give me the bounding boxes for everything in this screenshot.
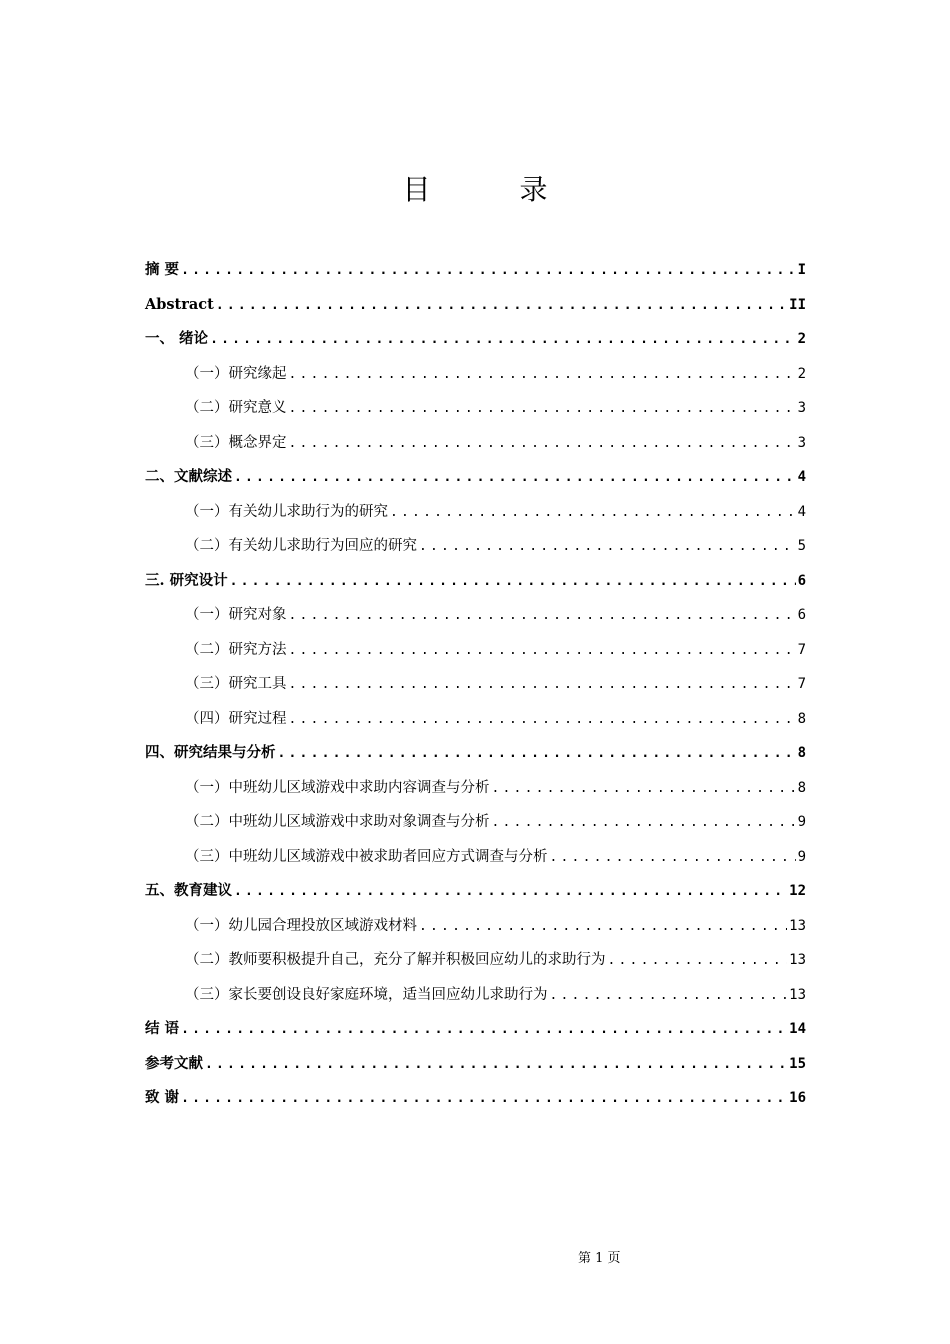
toc-entry-label: 四、研究结果与分析 [145,744,276,761]
toc-leader-dots [492,775,796,803]
toc-entry-page: 16 [789,1090,806,1106]
toc-entry-page: 2 [797,331,806,347]
toc-entry-label: （一）研究缘起 [185,365,287,382]
toc-entry-label: 二、文献综述 [145,468,232,485]
toc-entry[interactable] [145,877,806,912]
toc-entry[interactable] [145,774,806,809]
toc-entry-page: 3 [797,434,806,451]
toc-entry[interactable] [145,394,806,429]
toc-entry-label: （四）研究过程 [185,710,287,727]
toc-entry[interactable] [145,291,806,326]
toc-leader-dots [230,568,796,596]
toc-entry-label: （二）有关幼儿求助行为回应的研究 [185,538,417,554]
toc-leader-dots [289,706,796,734]
toc-entry[interactable] [145,636,806,671]
toc-entry-page: 13 [789,917,806,934]
toc-leader-dots [419,913,787,941]
toc-entry-label: （一）有关幼儿求助行为的研究 [185,503,388,520]
toc-entry-label: （二）教师要积极提升自己，充分了解并积极回应幼儿的求助行为 [185,952,606,968]
toc-entry-page: 2 [797,365,806,382]
toc-entry[interactable] [145,808,806,843]
toc-leader-dots [608,947,788,975]
table-of-contents [145,256,806,1119]
toc-leader-dots [289,637,796,665]
toc-entry-page: 5 [797,538,806,554]
toc-entry[interactable] [145,670,806,705]
toc-entry-page: I [797,262,806,278]
toc-leader-dots [289,602,796,630]
toc-entry-label: 五、教育建议 [145,882,232,899]
page-title: 目 录 [402,173,588,206]
toc-entry-page: 6 [797,572,806,589]
toc-entry-page: 13 [789,986,806,1003]
toc-entry[interactable] [145,843,806,878]
toc-entry-label: （一）幼儿园合理投放区域游戏材料 [185,917,417,934]
toc-leader-dots [278,740,796,768]
toc-entry[interactable] [145,601,806,636]
toc-entry[interactable] [145,1015,806,1050]
toc-entry[interactable] [145,256,806,291]
toc-entry-label: （三）概念界定 [185,434,287,451]
toc-leader-dots [181,1016,787,1044]
toc-leader-dots [390,499,796,527]
toc-leader-dots [234,878,787,906]
toc-leader-dots [234,464,796,492]
toc-entry-page: 3 [797,400,806,416]
toc-leader-dots [205,1051,787,1079]
toc-entry[interactable] [145,1084,806,1119]
toc-entry-page: 9 [797,814,806,830]
toc-entry[interactable] [145,498,806,533]
toc-entry-page: 8 [797,779,806,796]
toc-entry[interactable] [145,1050,806,1085]
toc-entry-page: 8 [797,710,806,727]
toc-entry[interactable] [145,429,806,464]
toc-entry-page: 7 [797,676,806,692]
toc-entry-page: 9 [797,848,806,865]
toc-entry-label: （一）中班幼儿区域游戏中求助内容调查与分析 [185,779,490,796]
toc-leader-dots [216,292,787,320]
toc-leader-dots [492,809,796,837]
toc-entry-label: （二）研究意义 [185,400,287,416]
toc-entry-label: （二）研究方法 [185,641,287,658]
toc-entry-page: 6 [797,607,806,623]
toc-entry-page: II [789,296,806,313]
toc-entry-label: （二）中班幼儿区域游戏中求助对象调查与分析 [185,814,490,830]
toc-leader-dots [289,361,796,389]
toc-entry-label: 三. 研究设计 [145,571,228,589]
toc-entry-label: 摘 要 [145,261,180,278]
toc-entry-page: 15 [789,1055,806,1072]
toc-entry-page: 7 [797,641,806,658]
page-number-footer: 第 1 页 [578,1251,621,1266]
toc-entry-label: 参考文献 [145,1054,203,1072]
toc-entry-label: （一）研究对象 [185,607,287,623]
toc-entry[interactable] [145,360,806,395]
toc-entry-page: 4 [797,469,806,485]
toc-entry-label: Abstract [145,295,214,313]
toc-entry[interactable] [145,981,806,1016]
toc-leader-dots [181,257,796,285]
toc-entry[interactable] [145,946,806,981]
toc-entry-label: 致 谢 [145,1089,180,1106]
toc-entry-label: （三）家长要创设良好家庭环境，适当回应幼儿求助行为 [185,986,548,1003]
toc-leader-dots [550,844,796,872]
toc-leader-dots [210,326,796,354]
toc-leader-dots [289,430,796,458]
toc-entry-label: 一、 绪论 [145,330,209,347]
toc-leader-dots [289,671,796,699]
toc-entry-page: 14 [789,1021,806,1037]
toc-entry[interactable] [145,325,806,360]
toc-entry-label: （三）研究工具 [185,676,287,692]
toc-entry[interactable] [145,463,806,498]
toc-entry-page: 12 [789,883,806,899]
toc-leader-dots [550,982,788,1010]
toc-entry-page: 13 [789,952,806,968]
toc-entry-page: 8 [797,745,806,761]
toc-leader-dots [289,395,796,423]
toc-entry[interactable] [145,532,806,567]
toc-entry-label: （三）中班幼儿区域游戏中被求助者回应方式调查与分析 [185,848,548,865]
toc-entry[interactable] [145,705,806,740]
toc-entry-label: 结 语 [145,1020,180,1037]
toc-leader-dots [181,1085,787,1113]
toc-entry[interactable] [145,912,806,947]
toc-entry[interactable] [145,739,806,774]
toc-entry[interactable] [145,567,806,602]
toc-entry-page: 4 [797,503,806,520]
toc-leader-dots [419,533,796,561]
